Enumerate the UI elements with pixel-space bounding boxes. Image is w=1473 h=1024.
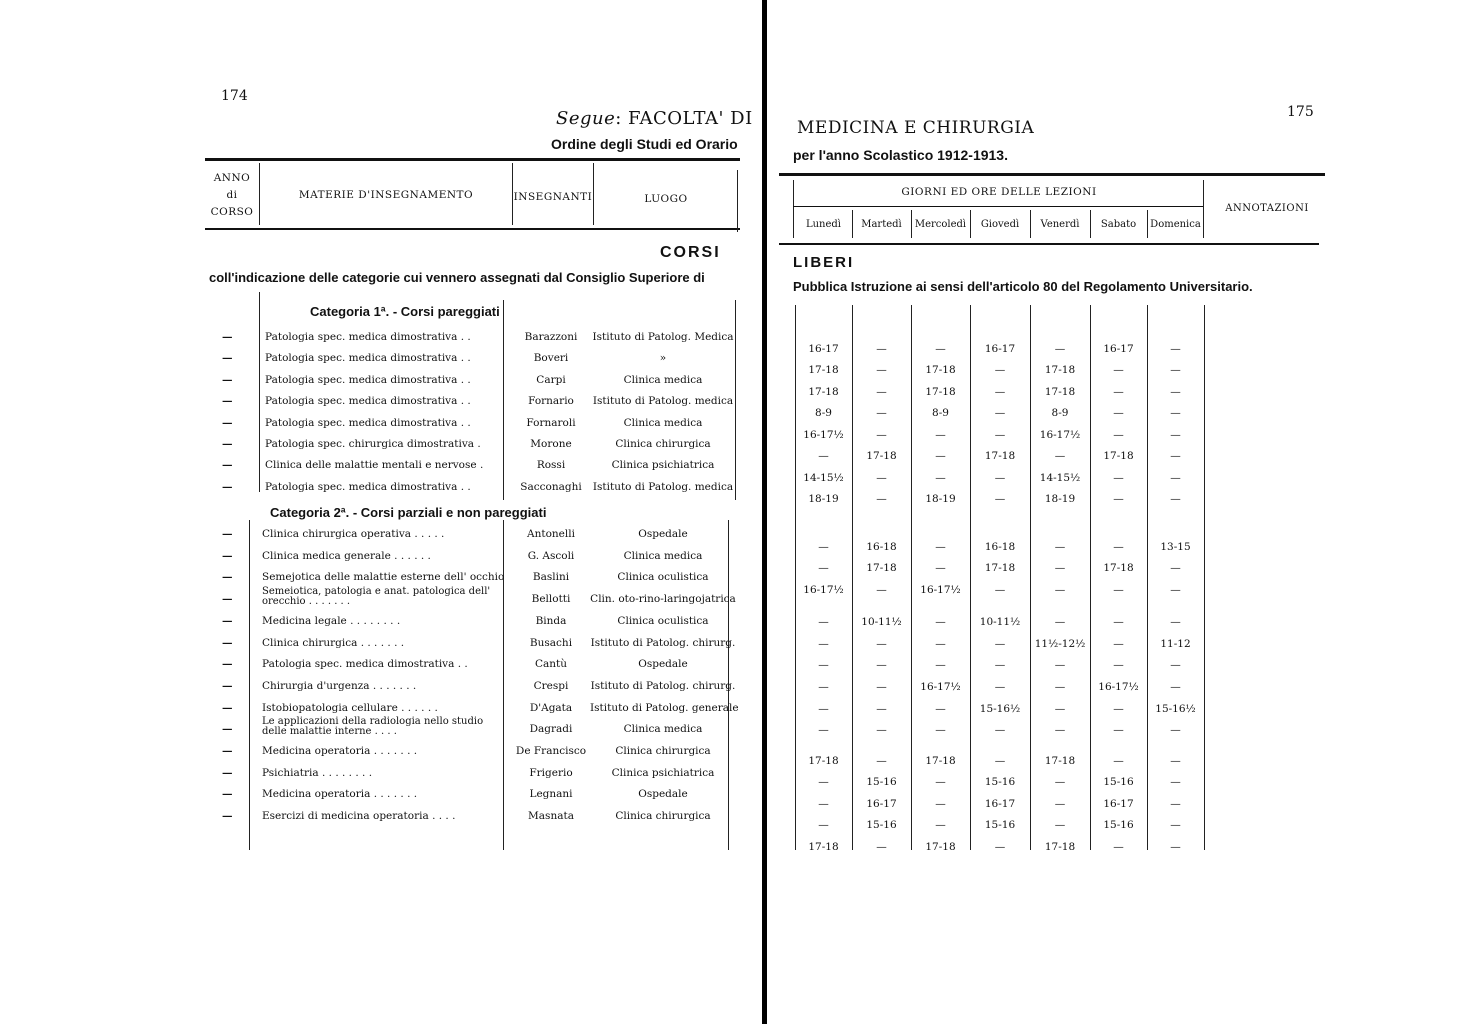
hours-cell: 16-17 — [984, 343, 1016, 355]
hours-cell: 8-9 — [1051, 407, 1069, 419]
hours-cell: 15-16½ — [979, 703, 1021, 715]
day-column-line — [1147, 210, 1148, 238]
insegnante: Rossi — [536, 459, 566, 472]
hours-cell: — — [876, 755, 887, 767]
hours-cell: — — [876, 472, 887, 484]
insegnante: Morone — [530, 438, 572, 450]
hours-cell: — — [1113, 755, 1124, 767]
hours-cell: — — [994, 755, 1006, 767]
materia: Clinica delle malattie mentali e nervose . — [265, 459, 484, 472]
insegnante: Fornario — [528, 395, 574, 408]
day-column-line — [970, 210, 971, 238]
header-annotazioni: ANNOTAZIONI — [1225, 203, 1309, 214]
course-row — [0, 680, 762, 701]
day-column-line — [852, 210, 853, 238]
hours-cell: — — [1170, 472, 1181, 484]
hours-cell: — — [935, 450, 946, 462]
hours-cell: — — [1170, 681, 1181, 693]
hours-cell: — — [1054, 584, 1066, 596]
hours-cell: — — [876, 638, 887, 650]
materia: Patologia spec. medica dimostrativa . . — [265, 480, 471, 493]
day-header: Sabato — [1100, 219, 1137, 230]
header-insegnanti: INSEGNANTI — [513, 191, 593, 203]
hours-cell: — — [1113, 541, 1124, 553]
hours-cell: — — [818, 703, 829, 715]
materia: Semeiotica, patologia e anat. patologica dell' orecchio . . . . . . . — [262, 586, 491, 608]
materia: Esercizi di medicina operatoria . . . . — [262, 810, 456, 823]
materia: Le applicazioni della radiologia nello studio delle malattie interne . . . . — [262, 716, 484, 738]
hours-cell: — — [1113, 407, 1124, 419]
course-row — [0, 716, 762, 744]
hours-cell: 17-18 — [808, 364, 839, 376]
course-row — [0, 767, 762, 788]
hours-cell: — — [818, 819, 829, 831]
hours-cell: — — [994, 429, 1006, 441]
anno-di-corso: — — [222, 395, 233, 408]
anno-di-corso: — — [222, 549, 233, 562]
materia: Clinica chirurgica operativa . . . . . — [262, 528, 445, 540]
anno-di-corso: — — [222, 701, 233, 714]
day-header: Venerdì — [1040, 219, 1080, 230]
hours-cell: — — [1113, 472, 1124, 484]
insegnante: Crespi — [533, 679, 569, 692]
luogo: Istituto di Patolog. medica — [592, 395, 734, 408]
hours-cell: 15-16 — [866, 776, 897, 788]
hours-cell: — — [1170, 616, 1181, 628]
hours-cell: — — [1054, 681, 1066, 693]
hours-cell: 17-18 — [925, 386, 956, 398]
hours-cell: 15-16 — [866, 819, 897, 831]
hours-cell: — — [1054, 724, 1066, 736]
hours-cell: 17-18 — [808, 386, 839, 398]
header-top-rule — [205, 158, 740, 161]
hours-cell: — — [1113, 493, 1124, 505]
materia: Semejotica delle malattie esterne dell' occhio — [262, 571, 505, 584]
hours-cell: 11-12 — [1160, 638, 1191, 650]
hours-cell: — — [994, 638, 1006, 650]
book-spine — [762, 0, 767, 1024]
hours-cell: 15-16 — [984, 776, 1016, 788]
course-row — [0, 331, 762, 352]
hours-cell: — — [1113, 638, 1124, 650]
hours-cell: 16-17½ — [803, 429, 844, 441]
anno-di-corso: — — [222, 528, 233, 540]
hours-cell: 10-11½ — [979, 616, 1021, 628]
hours-cell: — — [1113, 703, 1124, 715]
luogo: Istituto di Patolog. Medica — [592, 331, 734, 343]
day-column-line — [1090, 210, 1091, 238]
hours-cell: — — [876, 429, 887, 441]
hours-cell: — — [994, 724, 1006, 736]
hours-cell: 17-18 — [984, 562, 1016, 574]
materia: Patologia spec. medica dimostrativa . . — [262, 658, 468, 671]
course-row — [0, 550, 762, 571]
materia: Patologia spec. medica dimostrativa . . — [265, 395, 471, 408]
hours-cell: — — [994, 386, 1006, 398]
luogo: Clinica chirurgica — [615, 438, 711, 450]
course-row — [0, 395, 762, 416]
anno-di-corso: — — [222, 679, 233, 692]
anno-di-corso: — — [222, 571, 233, 584]
hours-cell: 16-17 — [808, 343, 839, 355]
anno-di-corso: — — [222, 658, 233, 671]
hours-cell: — — [935, 724, 946, 736]
hours-cell: — — [1054, 343, 1066, 355]
course-row — [0, 528, 762, 549]
hours-cell: — — [994, 364, 1006, 376]
hours-cell: — — [818, 616, 829, 628]
hours-cell: — — [994, 407, 1006, 419]
hours-cell: — — [1170, 407, 1181, 419]
hours-cell: — — [935, 562, 946, 574]
luogo: Istituto di Patolog. generale — [590, 701, 739, 714]
insegnante: Boveri — [533, 352, 569, 365]
category-1-heading: Categoria 1ª. - Corsi pareggiati — [310, 304, 500, 319]
luogo: Istituto di Patolog. chirurg. — [590, 636, 736, 649]
day-column-line — [1204, 305, 1205, 850]
insegnante: Sacconaghi — [520, 480, 582, 493]
hours-cell: — — [935, 616, 946, 628]
materia: Psichiatria . . . . . . . . — [262, 766, 373, 779]
materia: Medicina operatoria . . . . . . . — [262, 788, 418, 801]
hours-cell: — — [1113, 584, 1124, 596]
hours-cell: 17-18 — [925, 841, 956, 853]
hours-cell: — — [935, 776, 946, 788]
insegnante: Antonelli — [527, 528, 575, 540]
hours-cell: — — [935, 703, 946, 715]
hours-cell: 17-18 — [1044, 841, 1076, 853]
course-row — [0, 810, 762, 831]
luogo: Clinica oculistica — [617, 614, 709, 627]
luogo: Clinica oculistica — [617, 571, 709, 584]
luogo: Istituto di Patolog. medica — [592, 480, 734, 493]
hours-cell: — — [876, 724, 887, 736]
hours-cell: — — [935, 638, 946, 650]
hours-cell: — — [1054, 616, 1066, 628]
insegnante: D'Agata — [529, 701, 573, 714]
hours-cell: 16-18 — [866, 541, 897, 553]
header-materie: MATERIE D'INSEGNAMENTO — [298, 189, 474, 201]
hours-cell: 8-9 — [815, 407, 832, 419]
hours-cell: — — [876, 407, 887, 419]
insegnante: Barazzoni — [524, 331, 578, 343]
hours-cell: 17-18 — [808, 841, 839, 853]
hours-cell: 10-11½ — [861, 616, 902, 628]
hours-cell: — — [876, 841, 887, 853]
anno-di-corso: — — [222, 745, 233, 757]
course-row — [0, 459, 762, 480]
hours-cell: — — [1054, 798, 1066, 810]
insegnante: Frigerio — [529, 766, 573, 779]
materia: Patologia spec. medica dimostrativa . . — [265, 352, 471, 365]
hours-cell: — — [1113, 364, 1124, 376]
header-luogo: LUOGO — [644, 193, 688, 205]
hours-cell: 15-16 — [1103, 819, 1134, 831]
hours-cell: 18-19 — [925, 493, 956, 505]
luogo: Ospedale — [638, 788, 688, 801]
header-giorni-ore: GIORNI ED ORE DELLE LEZIONI — [901, 186, 1097, 198]
course-row — [0, 745, 762, 766]
hours-cell: — — [994, 659, 1006, 671]
hours-cell: — — [1054, 541, 1066, 553]
luogo: Clinica medica — [623, 549, 703, 562]
section-title-corsi: CORSI — [660, 244, 721, 261]
hours-cell: 17-18 — [925, 755, 956, 767]
hours-cell: — — [818, 776, 829, 788]
category-2-heading: Categoria 2ª. - Corsi parziali e non pareggiati — [270, 505, 547, 520]
hours-cell: — — [935, 819, 946, 831]
materia: Medicina operatoria . . . . . . . — [262, 745, 418, 757]
hours-cell: — — [1170, 776, 1181, 788]
anno-di-corso: — — [222, 593, 233, 606]
hours-cell: — — [876, 364, 887, 376]
anno-di-corso: — — [222, 810, 233, 823]
hours-cell: 16-17½ — [920, 584, 961, 596]
hours-cell: 15-16½ — [1155, 703, 1196, 715]
hours-cell: — — [818, 659, 829, 671]
hours-cell: — — [1170, 841, 1181, 853]
hours-cell: — — [994, 841, 1006, 853]
day-column-line — [1030, 210, 1031, 238]
hours-cell: — — [1054, 450, 1066, 462]
luogo: » — [659, 352, 667, 365]
hours-cell: — — [994, 472, 1006, 484]
hours-cell: — — [818, 798, 829, 810]
hours-cell: — — [818, 541, 829, 553]
hours-cell: — — [1170, 562, 1181, 574]
hours-cell: 16-17½ — [1098, 681, 1139, 693]
anno-di-corso: — — [222, 438, 233, 450]
hours-cell: — — [1113, 841, 1124, 853]
hours-cell: 17-18 — [866, 450, 897, 462]
materia: Medicina legale . . . . . . . . — [262, 614, 401, 627]
header-bottom-rule — [205, 228, 740, 230]
anno-di-corso: — — [222, 352, 233, 365]
hours-cell: — — [1113, 659, 1124, 671]
hours-cell: 16-17 — [984, 798, 1016, 810]
hours-cell: — — [1113, 724, 1124, 736]
day-header: Giovedì — [980, 219, 1020, 230]
day-column-line — [911, 210, 912, 238]
luogo: Clinica medica — [623, 723, 703, 736]
hours-cell: — — [935, 343, 946, 355]
materia: Chirurgia d'urgenza . . . . . . . — [262, 679, 417, 692]
luogo: Clin. oto-rino-laringojatrica — [590, 593, 736, 606]
hours-cell: — — [1113, 429, 1124, 441]
hours-cell: 15-16 — [1103, 776, 1134, 788]
day-header: Martedì — [861, 219, 902, 230]
anno-di-corso: — — [222, 636, 233, 649]
hours-cell: 16-17½ — [920, 681, 961, 693]
right-page-header: MEDICINA E CHIRURGIA — [797, 118, 1035, 138]
hours-cell: — — [818, 724, 829, 736]
hours-cell: 17-18 — [1044, 755, 1076, 767]
luogo: Clinica chirurgica — [615, 745, 711, 757]
hours-cell: — — [876, 703, 887, 715]
hours-cell: — — [994, 681, 1006, 693]
insegnante: Carpi — [536, 373, 566, 386]
hours-cell: 17-18 — [925, 364, 956, 376]
section-subtitle-left: coll'indicazione delle categorie cui vennero assegnati dal Consiglio Superiore di — [209, 270, 705, 285]
hours-cell: 16-17½ — [803, 584, 844, 596]
course-row — [0, 586, 762, 614]
hours-cell: — — [1170, 386, 1181, 398]
materia: Clinica chirurgica . . . . . . . — [262, 636, 405, 649]
luogo: Clinica medica — [623, 416, 703, 429]
hours-cell: — — [935, 429, 946, 441]
hours-cell: 18-19 — [1044, 493, 1076, 505]
anno-di-corso: — — [222, 766, 233, 779]
page-number-right: 175 — [1287, 104, 1314, 120]
hours-cell: — — [818, 681, 829, 693]
course-row — [0, 788, 762, 809]
hours-cell: 16-17½ — [1039, 429, 1081, 441]
hours-cell: — — [818, 638, 829, 650]
hours-cell: — — [935, 541, 946, 553]
day-header: Lunedì — [805, 219, 842, 230]
hours-cell: 14-15½ — [803, 472, 844, 484]
hours-cell: 17-18 — [866, 562, 897, 574]
page-number-left: 174 — [221, 88, 248, 104]
luogo: Clinica psichiatrica — [611, 766, 715, 779]
materia: Clinica medica generale . . . . . . — [262, 549, 431, 562]
hours-cell: 8-9 — [932, 407, 949, 419]
insegnante: Fornaroli — [526, 416, 576, 429]
hours-cell: 11½-12½ — [1034, 638, 1086, 650]
hours-cell: — — [1113, 386, 1124, 398]
hours-cell: 17-18 — [1044, 364, 1076, 376]
hours-cell: — — [1054, 562, 1066, 574]
hours-cell: — — [1170, 798, 1181, 810]
section-subtitle-right: Pubblica Istruzione ai sensi dell'articolo 80 del Regolamento Universitario. — [793, 279, 1253, 294]
luogo: Clinica medica — [623, 373, 703, 386]
hours-cell: — — [1113, 616, 1124, 628]
insegnante: Dagradi — [529, 723, 573, 736]
anno-di-corso: — — [222, 614, 233, 627]
hours-cell: — — [876, 584, 887, 596]
anno-di-corso: — — [222, 480, 233, 493]
luogo: Clinica psichiatrica — [611, 459, 715, 472]
section-title-liberi: LIBERI — [793, 254, 855, 271]
hours-cell: — — [1170, 819, 1181, 831]
hours-cell: — — [1170, 493, 1181, 505]
hours-cell: 17-18 — [1103, 562, 1134, 574]
materia: Patologia spec. medica dimostrativa . . — [265, 416, 471, 429]
hours-cell: — — [1054, 819, 1066, 831]
hours-cell: — — [1170, 450, 1181, 462]
hours-cell: — — [1170, 343, 1181, 355]
course-row — [0, 481, 762, 502]
left-page-subheader: Ordine degli Studi ed Orario — [551, 136, 738, 152]
anno-di-corso: — — [222, 459, 233, 472]
insegnante: Masnata — [528, 810, 574, 823]
hours-cell: — — [876, 343, 887, 355]
anno-di-corso: — — [222, 723, 233, 736]
insegnante: Busachi — [529, 636, 573, 649]
insegnante: Legnani — [529, 788, 573, 801]
insegnante: Cantù — [534, 658, 568, 671]
hours-cell: 17-18 — [1103, 450, 1134, 462]
hours-cell: — — [818, 450, 829, 462]
hours-cell: — — [1054, 776, 1066, 788]
luogo: Clinica chirurgica — [615, 810, 711, 823]
hours-cell: 13-15 — [1160, 541, 1191, 553]
hours-cell: — — [1170, 429, 1181, 441]
left-page-header: Segue: FACOLTA' DI — [556, 108, 753, 129]
hours-cell: — — [1170, 584, 1181, 596]
hours-cell: 17-18 — [808, 755, 839, 767]
materia: Istobiopatologia cellulare . . . . . . — [262, 701, 438, 714]
hours-cell: — — [994, 584, 1006, 596]
course-row — [0, 352, 762, 373]
hours-cell: — — [876, 386, 887, 398]
anno-di-corso: — — [222, 416, 233, 429]
materia: Patologia spec. chirurgica dimostrativa . — [265, 438, 481, 450]
anno-di-corso: — — [222, 788, 233, 801]
hours-cell: — — [818, 562, 829, 574]
hours-cell: 15-16 — [984, 819, 1016, 831]
hours-cell: 17-18 — [984, 450, 1016, 462]
course-row — [0, 615, 762, 636]
hours-cell: — — [1054, 703, 1066, 715]
course-row — [0, 417, 762, 438]
hours-cell: — — [1170, 659, 1181, 671]
materia: Patologia spec. medica dimostrativa . . — [265, 331, 471, 343]
hours-cell: — — [994, 493, 1006, 505]
hours-cell: 14-15½ — [1039, 472, 1081, 484]
hours-cell: 16-17 — [1103, 798, 1134, 810]
header-anno-di-corso: ANNO di CORSO — [210, 172, 254, 218]
luogo: Istituto di Patolog. chirurg. — [590, 679, 736, 692]
hours-cell: — — [1170, 364, 1181, 376]
hours-cell: — — [1170, 755, 1181, 767]
hours-cell: — — [935, 472, 946, 484]
hours-cell: 17-18 — [1044, 386, 1076, 398]
insegnante: Bellotti — [531, 593, 571, 606]
materia: Patologia spec. medica dimostrativa . . — [265, 373, 471, 386]
hours-cell: — — [935, 798, 946, 810]
hours-cell: — — [876, 659, 887, 671]
insegnante: G. Ascoli — [527, 549, 575, 562]
insegnante: De Francisco — [515, 745, 587, 757]
course-row — [0, 374, 762, 395]
luogo: Ospedale — [638, 528, 688, 540]
hours-cell: — — [1170, 724, 1181, 736]
course-row — [0, 438, 762, 459]
hours-cell: — — [1054, 659, 1066, 671]
hours-cell: — — [935, 659, 946, 671]
hours-cell: 16-17 — [1103, 343, 1134, 355]
hours-cell: 16-17 — [866, 798, 897, 810]
insegnante: Baslini — [532, 571, 570, 584]
hours-cell: — — [876, 681, 887, 693]
insegnante: Binda — [535, 614, 567, 627]
right-page-subheader: per l'anno Scolastico 1912-1913. — [793, 147, 1008, 163]
hours-cell: — — [876, 493, 887, 505]
day-header: Domenica — [1150, 219, 1201, 230]
hours-cell: 18-19 — [808, 493, 839, 505]
luogo: Ospedale — [638, 658, 688, 671]
course-row — [0, 658, 762, 679]
course-row — [0, 637, 762, 658]
anno-di-corso: — — [222, 373, 233, 386]
hours-cell: 16-18 — [984, 541, 1016, 553]
anno-di-corso: — — [222, 331, 233, 343]
day-header: Mercoledì — [914, 219, 967, 230]
